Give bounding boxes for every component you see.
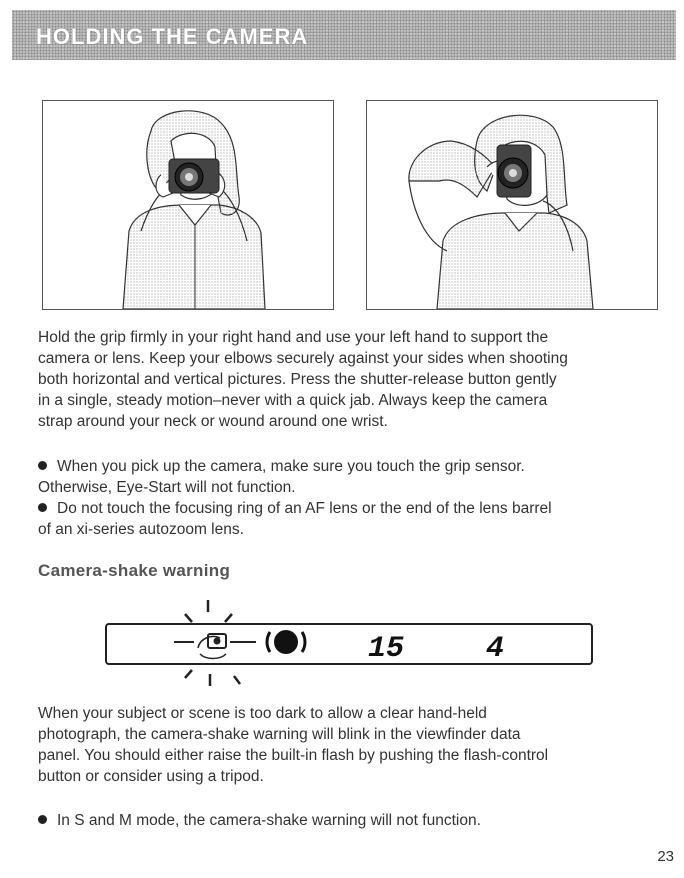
right-photo: [366, 100, 658, 310]
bullet-icon: [38, 461, 47, 470]
note-s-m-mode: [38, 810, 660, 831]
shake-line: button or consider using a tripod.: [38, 768, 264, 785]
note-text: of an xi-series autozoom lens.: [38, 521, 244, 538]
page-title: HOLDING THE CAMERA: [36, 24, 309, 49]
note-grip-sensor: [38, 456, 660, 498]
note-text: In S and M mode, the camera-shake warning will not function.: [57, 812, 481, 829]
viewfinder-display: [100, 590, 600, 690]
page-number: 23: [657, 848, 674, 865]
person-horizontal-illustration: [43, 101, 333, 309]
data-panel-outline: [106, 624, 592, 664]
shake-line: panel. You should either raise the built-in flash by pushing the flash-control: [38, 747, 549, 764]
bullet-icon: [38, 815, 47, 824]
intro-line: strap around your neck or wound around one wrist.: [38, 413, 388, 430]
header-band: [12, 10, 676, 60]
aperture-readout: 4: [486, 632, 505, 666]
camera-shake-icon: [198, 630, 305, 659]
shutter-speed-readout: 15: [368, 632, 405, 666]
shake-paragraph: [38, 703, 660, 787]
section-heading: Camera-shake warning: [38, 561, 231, 580]
blink-ray-icon: [185, 614, 192, 622]
intro-line: camera or lens. Keep your elbows securely against your sides when shooting: [38, 350, 568, 367]
person-vertical-illustration: [367, 101, 657, 309]
note-text: Do not touch the focusing ring of an AF lens or the end of the lens barrel: [57, 500, 552, 517]
shake-line: photograph, the camera-shake warning will blink in the viewfinder data: [38, 726, 521, 743]
shake-line: When your subject or scene is too dark to allow a clear hand-held: [38, 705, 487, 722]
bullet-icon: [38, 503, 47, 512]
intro-paragraph: [38, 327, 660, 432]
intro-line: Hold the grip firmly in your right hand and use your left hand to support the: [38, 329, 549, 346]
intro-line: in a single, steady motion–never with a quick jab. Always keep the camera: [38, 392, 548, 409]
blink-ray-icon: [225, 614, 232, 622]
blink-ray-icon: [185, 670, 192, 678]
intro-line: both horizontal and vertical pictures. Press the shutter-release button gently: [38, 371, 557, 388]
note-text: When you pick up the camera, make sure you touch the grip sensor.: [57, 458, 525, 475]
note-focusing-ring: [38, 498, 660, 540]
blink-ray-icon: [234, 676, 240, 684]
note-text: Otherwise, Eye-Start will not function.: [38, 479, 296, 496]
left-photo: [42, 100, 334, 310]
